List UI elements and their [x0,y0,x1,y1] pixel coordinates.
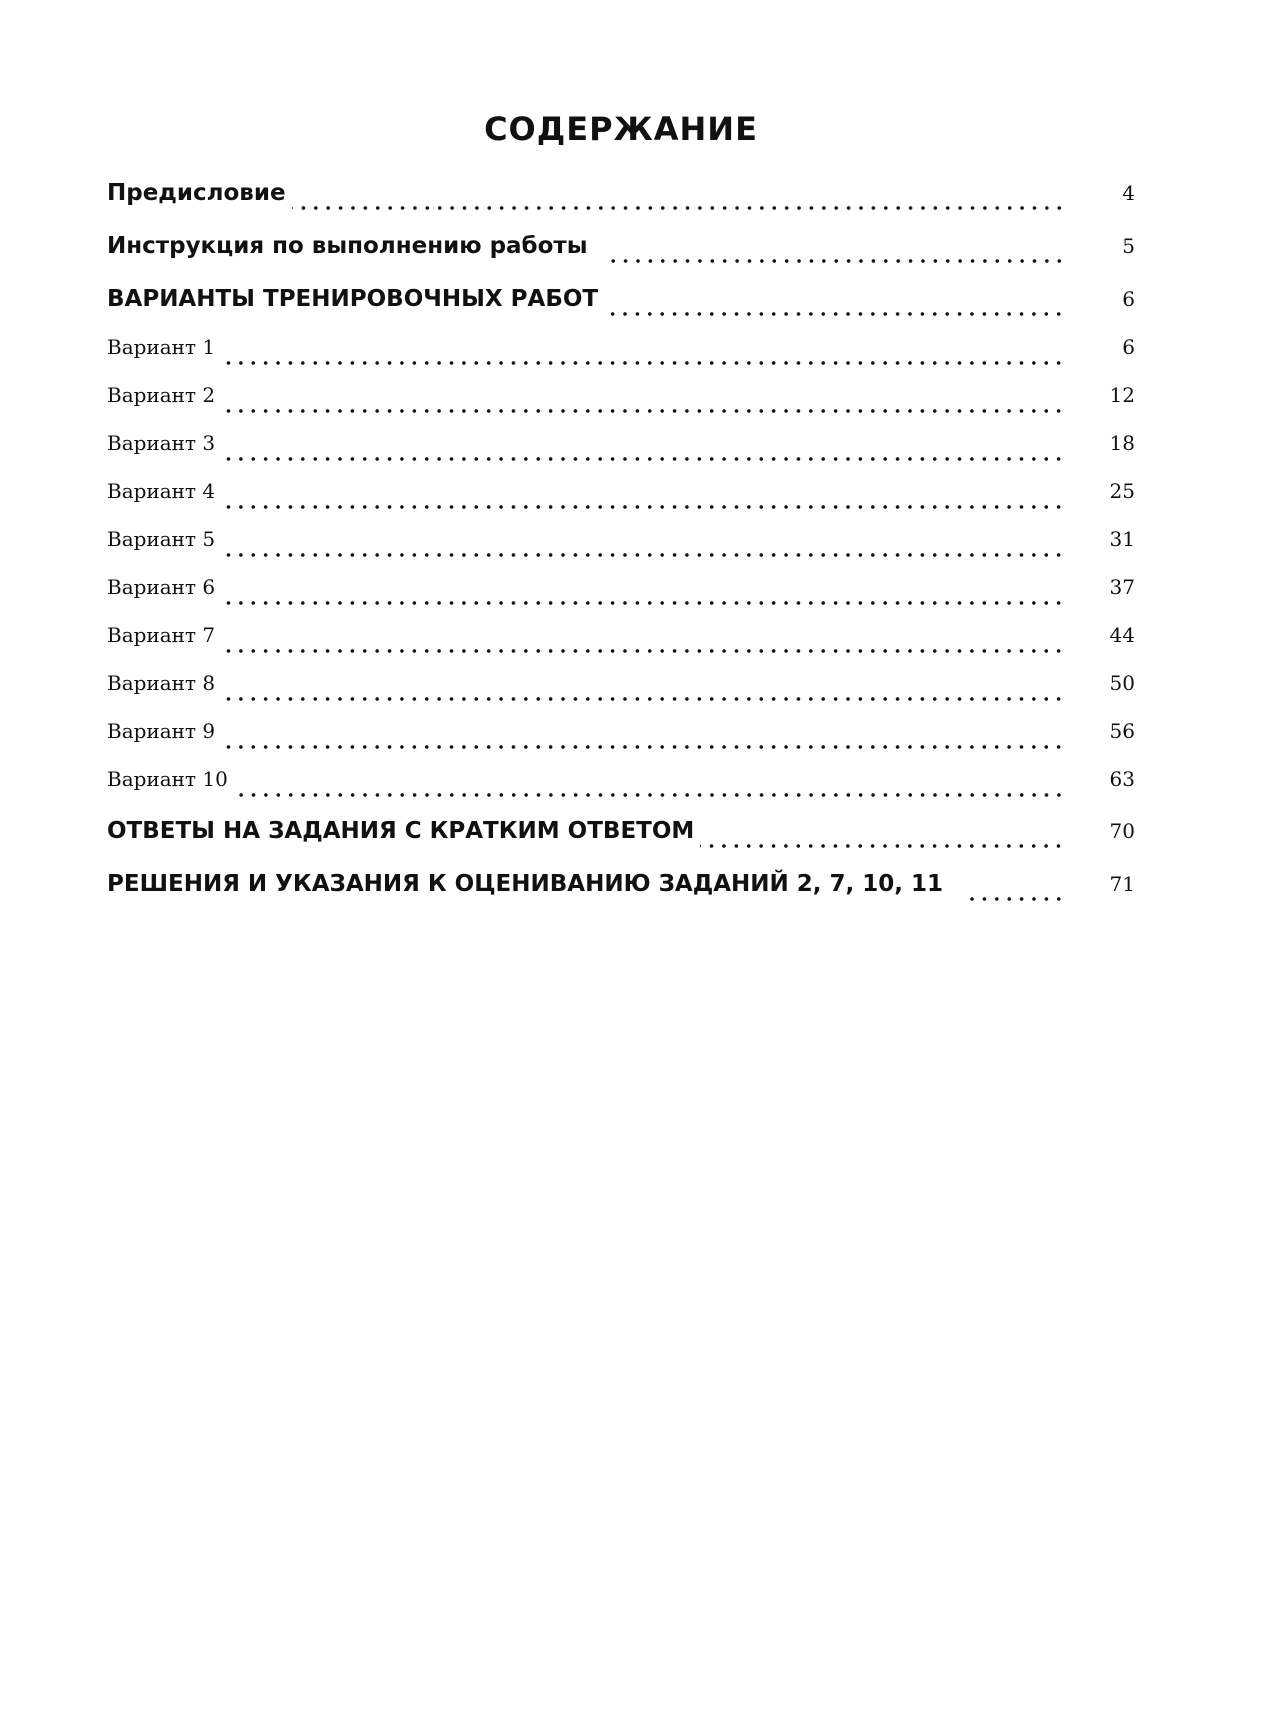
toc-entry-page: 31 [1109,527,1135,551]
toc-entry-page: 4 [1122,181,1135,205]
toc-entry-label: ВАРИАНТЫ ТРЕНИРОВОЧНЫХ РАБОТ [107,286,599,312]
toc-entry-page: 6 [1122,287,1135,311]
toc-entry-page: 63 [1109,767,1135,791]
toc-entry-variants-section[interactable] [107,286,1135,326]
dot-leader [221,505,1065,509]
toc-entry-variant-3[interactable] [107,431,1135,471]
dot-leader [610,259,1065,263]
toc-entry-label: Предисловие [107,180,286,206]
toc-entry-page: 37 [1109,575,1135,599]
toc-entry-label: Вариант 10 [107,767,228,791]
dot-leader [221,409,1065,413]
toc-entry-variant-4[interactable] [107,479,1135,519]
dot-leader [221,553,1065,557]
toc-entry-page: 56 [1109,719,1135,743]
toc-entry-label: Вариант 7 [107,623,216,647]
toc-entry-label: Вариант 5 [107,527,216,551]
toc-entry-variant-5[interactable] [107,527,1135,567]
toc-entry-page: 70 [1109,819,1135,843]
toc-entry-solutions[interactable] [107,871,1135,911]
page-title: СОДЕРЖАНИЕ [484,110,758,148]
toc-entry-label: Вариант 9 [107,719,216,743]
toc-entry-page: 18 [1109,431,1135,455]
toc-entry-variant-6[interactable] [107,575,1135,615]
dot-leader [965,897,1065,901]
toc-entry-page: 25 [1109,479,1135,503]
dot-leader [221,457,1065,461]
dot-leader [292,206,1065,210]
toc-entry-variant-7[interactable] [107,623,1135,663]
dot-leader [221,745,1065,749]
toc-entry-label: Вариант 3 [107,431,216,455]
dot-leader [221,601,1065,605]
toc-entry-label: ОТВЕТЫ НА ЗАДАНИЯ С КРАТКИМ ОТВЕТОМ [107,818,695,844]
toc-entry-variant-2[interactable] [107,383,1135,423]
toc-entry-label: Вариант 6 [107,575,216,599]
dot-leader [234,793,1065,797]
toc-entry-variant-9[interactable] [107,719,1135,759]
toc-entry-page: 44 [1109,623,1135,647]
toc-entry-page: 5 [1122,234,1135,258]
toc-entry-label: Вариант 1 [107,335,216,359]
toc-entry-short-answers[interactable] [107,818,1135,858]
toc-entry-instructions[interactable] [107,233,1135,273]
dot-leader [221,649,1065,653]
toc-entry-preface[interactable] [107,180,1135,220]
toc-entry-variant-10[interactable] [107,767,1135,807]
dot-leader [221,361,1065,365]
dot-leader [221,697,1065,701]
dot-leader [604,312,1065,316]
toc-entry-label: Вариант 4 [107,479,216,503]
toc-entry-label: Вариант 2 [107,383,216,407]
toc-entry-page: 12 [1109,383,1135,407]
toc-entry-page: 6 [1122,335,1135,359]
toc-entry-variant-1[interactable] [107,335,1135,375]
toc-entry-page: 71 [1109,872,1135,896]
toc-entry-label: Вариант 8 [107,671,216,695]
toc-entry-page: 50 [1109,671,1135,695]
dot-leader [700,844,1065,848]
toc-entry-label: Инструкция по выполнению работы [107,233,588,259]
toc-entry-variant-8[interactable] [107,671,1135,711]
toc-entry-label: РЕШЕНИЯ И УКАЗАНИЯ К ОЦЕНИВАНИЮ ЗАДАНИЙ 2, 7, 10, 11 [107,871,944,897]
